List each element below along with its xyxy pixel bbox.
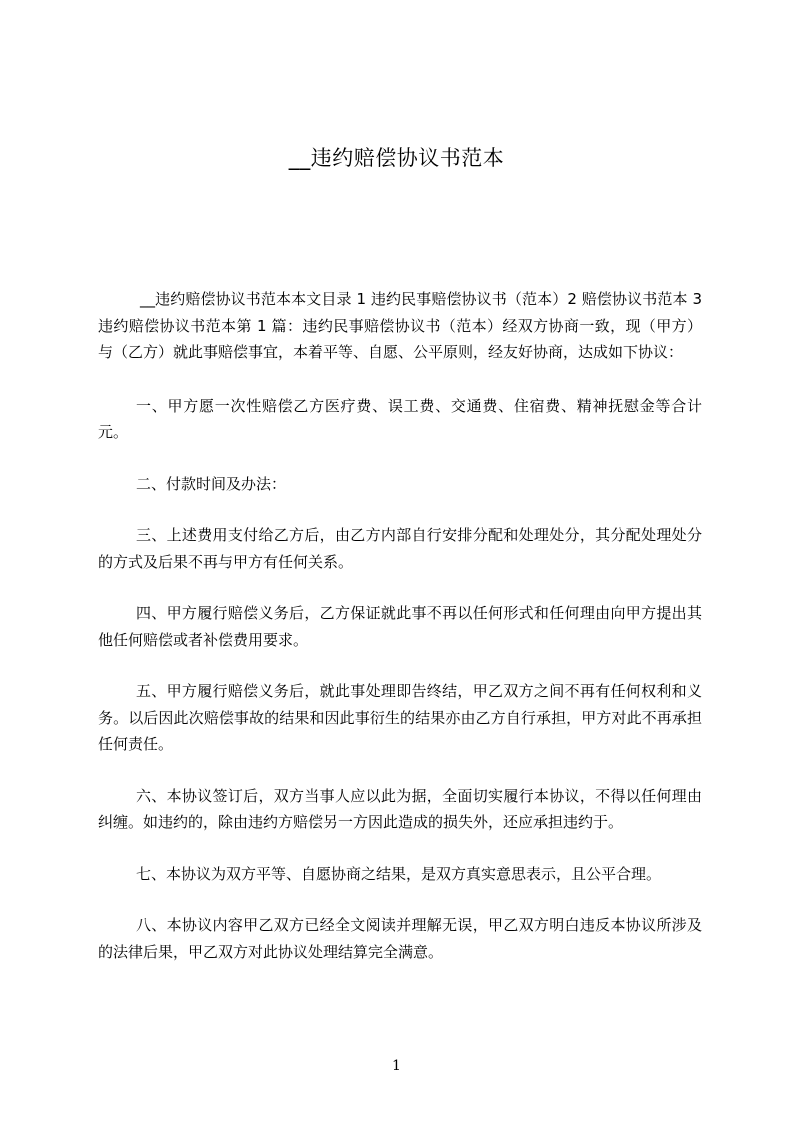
page-number: 1	[392, 1058, 401, 1074]
document-body	[98, 286, 702, 990]
clause-1-paragraph: 一、甲方愿一次性赔偿乙方医疗费、误工费、交通费、住宿费、精神抚慰金等合计元。	[98, 396, 702, 441]
clause-5-paragraph: 五、甲方履行赔偿义务后，就此事处理即告终结，甲乙双方之间不再有任何权利和义务。以后因此次赔偿事故的结果和因此事衍生的结果亦由乙方自行承担，甲方对此不再承担任何责任。	[98, 682, 702, 753]
document-title: __违约赔偿协议书范本	[288, 146, 505, 170]
clause-2-paragraph: 二、付款时间及办法：	[136, 474, 287, 493]
intro-paragraph: __违约赔偿协议书范本本文目录 1 违约民事赔偿协议书（范本）2 赔偿协议书范本 3 违约赔偿协议书范本第 1 篇：违约民事赔偿协议书（范本）经双方协商一致，现（甲方）与（乙方）就此事赔偿事宜，本着平等、自愿、公平原则，经友好协商，达成如下协议：	[98, 290, 702, 361]
clause-4-paragraph: 四、甲方履行赔偿义务后，乙方保证就此事不再以任何形式和任何理由向甲方提出其他任何赔偿或者补偿费用要求。	[98, 604, 702, 649]
clause-3-paragraph: 三、上述费用支付给乙方后，由乙方内部自行安排分配和处理处分，其分配处理处分的方式及后果不再与甲方有任何关系。	[98, 526, 702, 571]
clause-7-paragraph: 七、本协议为双方平等、自愿协商之结果，是双方真实意思表示，且公平合理。	[136, 864, 662, 883]
clause-6-paragraph: 六、本协议签订后，双方当事人应以此为据，全面切实履行本协议，不得以任何理由纠缠。如违约的，除由违约方赔偿另一方因此造成的损失外，还应承担违约于。	[98, 786, 702, 831]
clause-8-paragraph: 八、本协议内容甲乙双方已经全文阅读并理解无误，甲乙双方明白违反本协议所涉及的法律后果，甲乙双方对此协议处理结算完全满意。	[98, 916, 702, 961]
